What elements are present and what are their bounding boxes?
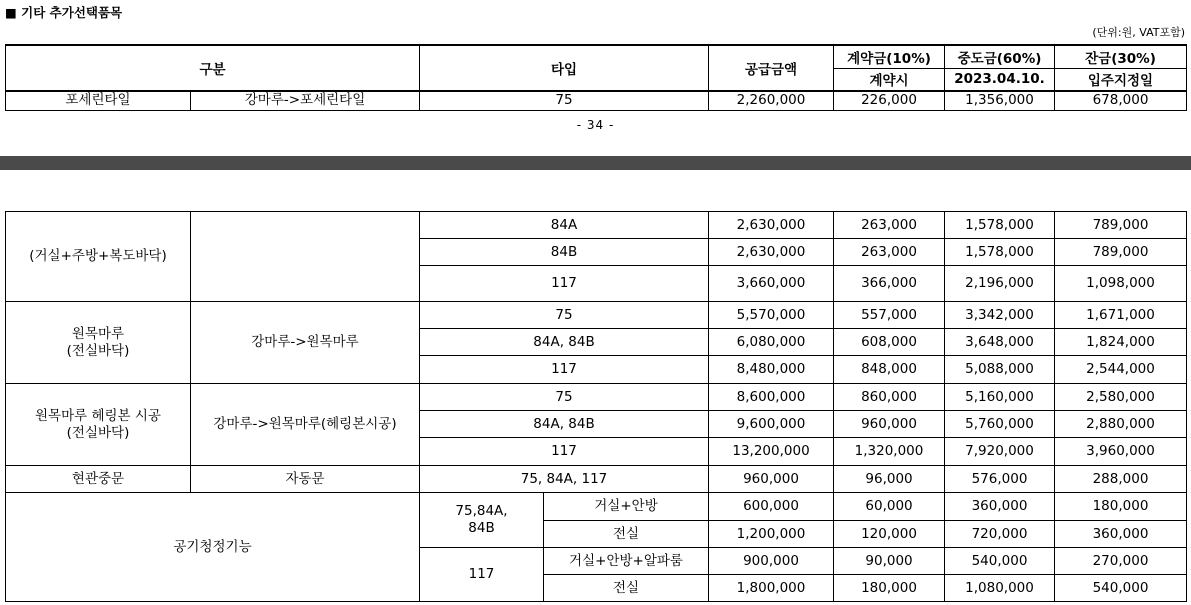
cell-supply: 600,000 [709, 493, 834, 521]
cell-room: 거실+안방 [544, 493, 709, 521]
type-line1: 75,84A, [455, 503, 508, 520]
group-label-line1: 원목마루 [71, 325, 125, 342]
group-label-line2: (전실바닥) [66, 342, 130, 359]
cell-interim: 3,342,000 [945, 302, 1055, 329]
group-label [6, 302, 191, 384]
cell-balance: 180,000 [1055, 493, 1187, 521]
cell-supply: 6,080,000 [709, 329, 834, 356]
cell-type: 84A, 84B [420, 329, 709, 356]
header-deposit-timing: 계약시 [834, 68, 945, 91]
bottom-price-table [5, 211, 1187, 602]
cell-balance: 360,000 [1055, 521, 1187, 548]
group-sub [191, 212, 420, 302]
cell-type: 117 [420, 266, 709, 302]
cell-balance: 288,000 [1055, 466, 1187, 493]
header-balance: 잔금(30%) [1055, 45, 1187, 68]
cell-type: 75 [420, 384, 709, 411]
cell-deposit: 1,320,000 [834, 438, 945, 466]
cell-room: 거실+안방+알파룸 [544, 548, 709, 575]
header-category: 구분 [6, 45, 420, 91]
group-sub: 자동문 [191, 466, 420, 493]
group-sub: 강마루->원목마루(헤링본시공) [191, 384, 420, 466]
cell-interim: 1,080,000 [945, 575, 1055, 602]
cell-supply: 960,000 [709, 466, 834, 493]
header-type: 타입 [420, 45, 709, 91]
cell-interim: 5,760,000 [945, 411, 1055, 438]
table-row [6, 384, 1187, 411]
cell-deposit: 960,000 [834, 411, 945, 438]
cell-supply: 9,600,000 [709, 411, 834, 438]
cell-deposit: 263,000 [834, 212, 945, 239]
cell-balance: 2,880,000 [1055, 411, 1187, 438]
cell-deposit: 96,000 [834, 466, 945, 493]
header-supply-amount: 공급금액 [709, 45, 834, 91]
cell-supply: 8,600,000 [709, 384, 834, 411]
cell-deposit: 860,000 [834, 384, 945, 411]
section-title: ■ 기타 추가선택품목 [5, 5, 123, 20]
group-label [6, 384, 191, 466]
cell-deposit: 226,000 [834, 91, 945, 110]
cell-balance: 1,824,000 [1055, 329, 1187, 356]
cell-interim: 1,578,000 [945, 239, 1055, 266]
cell-type-group [420, 493, 544, 548]
cell-deposit: 180,000 [834, 575, 945, 602]
page-number: - 34 - [576, 118, 615, 132]
cell-deposit: 557,000 [834, 302, 945, 329]
cell-supply: 2,630,000 [709, 212, 834, 239]
cell-deposit: 263,000 [834, 239, 945, 266]
cell-interim: 7,920,000 [945, 438, 1055, 466]
cell-interim: 720,000 [945, 521, 1055, 548]
table-row [6, 466, 1187, 493]
cell-type: 117 [420, 356, 709, 384]
cell-deposit: 848,000 [834, 356, 945, 384]
cell-interim: 5,160,000 [945, 384, 1055, 411]
page-divider [0, 156, 1191, 170]
top-price-table [5, 44, 1187, 111]
cell-interim: 540,000 [945, 548, 1055, 575]
cell-supply: 1,200,000 [709, 521, 834, 548]
table-row [6, 212, 1187, 239]
type-line2: 84B [468, 520, 495, 536]
group-label: (거실+주방+복도바닥) [6, 212, 191, 302]
cell-type: 75, 84A, 117 [420, 466, 709, 493]
cell-type: 84A, 84B [420, 411, 709, 438]
cell-supply: 900,000 [709, 548, 834, 575]
cell-interim: 3,648,000 [945, 329, 1055, 356]
unit-note: (단위:원, VAT포함) [1092, 26, 1185, 39]
cell-supply: 2,630,000 [709, 239, 834, 266]
table-row [6, 493, 1187, 521]
group-label: 현관중문 [6, 466, 191, 493]
cell-interim: 2,196,000 [945, 266, 1055, 302]
cell-type-group: 117 [420, 548, 544, 602]
cell-room: 전실 [544, 575, 709, 602]
cell-supply: 2,260,000 [709, 91, 834, 110]
cell-balance: 789,000 [1055, 212, 1187, 239]
group-label-line2: (전실바닥) [66, 424, 130, 441]
cell-supply: 5,570,000 [709, 302, 834, 329]
table-row [6, 91, 1187, 110]
table-row [6, 302, 1187, 329]
cell-balance: 2,544,000 [1055, 356, 1187, 384]
cell-balance: 1,098,000 [1055, 266, 1187, 302]
cell-balance: 270,000 [1055, 548, 1187, 575]
cell-deposit: 608,000 [834, 329, 945, 356]
cell-balance: 540,000 [1055, 575, 1187, 602]
cell-interim: 5,088,000 [945, 356, 1055, 384]
cell-room: 전실 [544, 521, 709, 548]
cell-deposit: 366,000 [834, 266, 945, 302]
cell-balance: 2,580,000 [1055, 384, 1187, 411]
cell-balance: 1,671,000 [1055, 302, 1187, 329]
cell-subcategory: 강마루->포세린타일 [191, 91, 420, 110]
cell-interim: 576,000 [945, 466, 1055, 493]
cell-interim: 1,356,000 [945, 91, 1055, 110]
cell-supply: 8,480,000 [709, 356, 834, 384]
cell-balance: 789,000 [1055, 239, 1187, 266]
cell-type: 84B [420, 239, 709, 266]
cell-type: 117 [420, 438, 709, 466]
cell-supply: 1,800,000 [709, 575, 834, 602]
cell-deposit: 90,000 [834, 548, 945, 575]
cell-balance: 3,960,000 [1055, 438, 1187, 466]
cell-deposit: 60,000 [834, 493, 945, 521]
header-interim: 중도금(60%) [945, 45, 1055, 68]
group-label: 공기청정기능 [6, 493, 420, 602]
cell-balance: 678,000 [1055, 91, 1187, 110]
cell-type: 84A [420, 212, 709, 239]
cell-category: 포세린타일 [6, 91, 191, 110]
cell-type: 75 [420, 302, 709, 329]
header-balance-timing: 입주지정일 [1055, 68, 1187, 91]
cell-interim: 1,578,000 [945, 212, 1055, 239]
cell-type: 75 [420, 91, 709, 110]
cell-supply: 13,200,000 [709, 438, 834, 466]
header-interim-timing: 2023.04.10. [945, 68, 1055, 91]
header-deposit: 계약금(10%) [834, 45, 945, 68]
cell-interim: 360,000 [945, 493, 1055, 521]
group-sub: 강마루->원목마루 [191, 302, 420, 384]
group-label-line1: 원목마루 헤링본 시공 [35, 407, 161, 424]
cell-deposit: 120,000 [834, 521, 945, 548]
cell-supply: 3,660,000 [709, 266, 834, 302]
